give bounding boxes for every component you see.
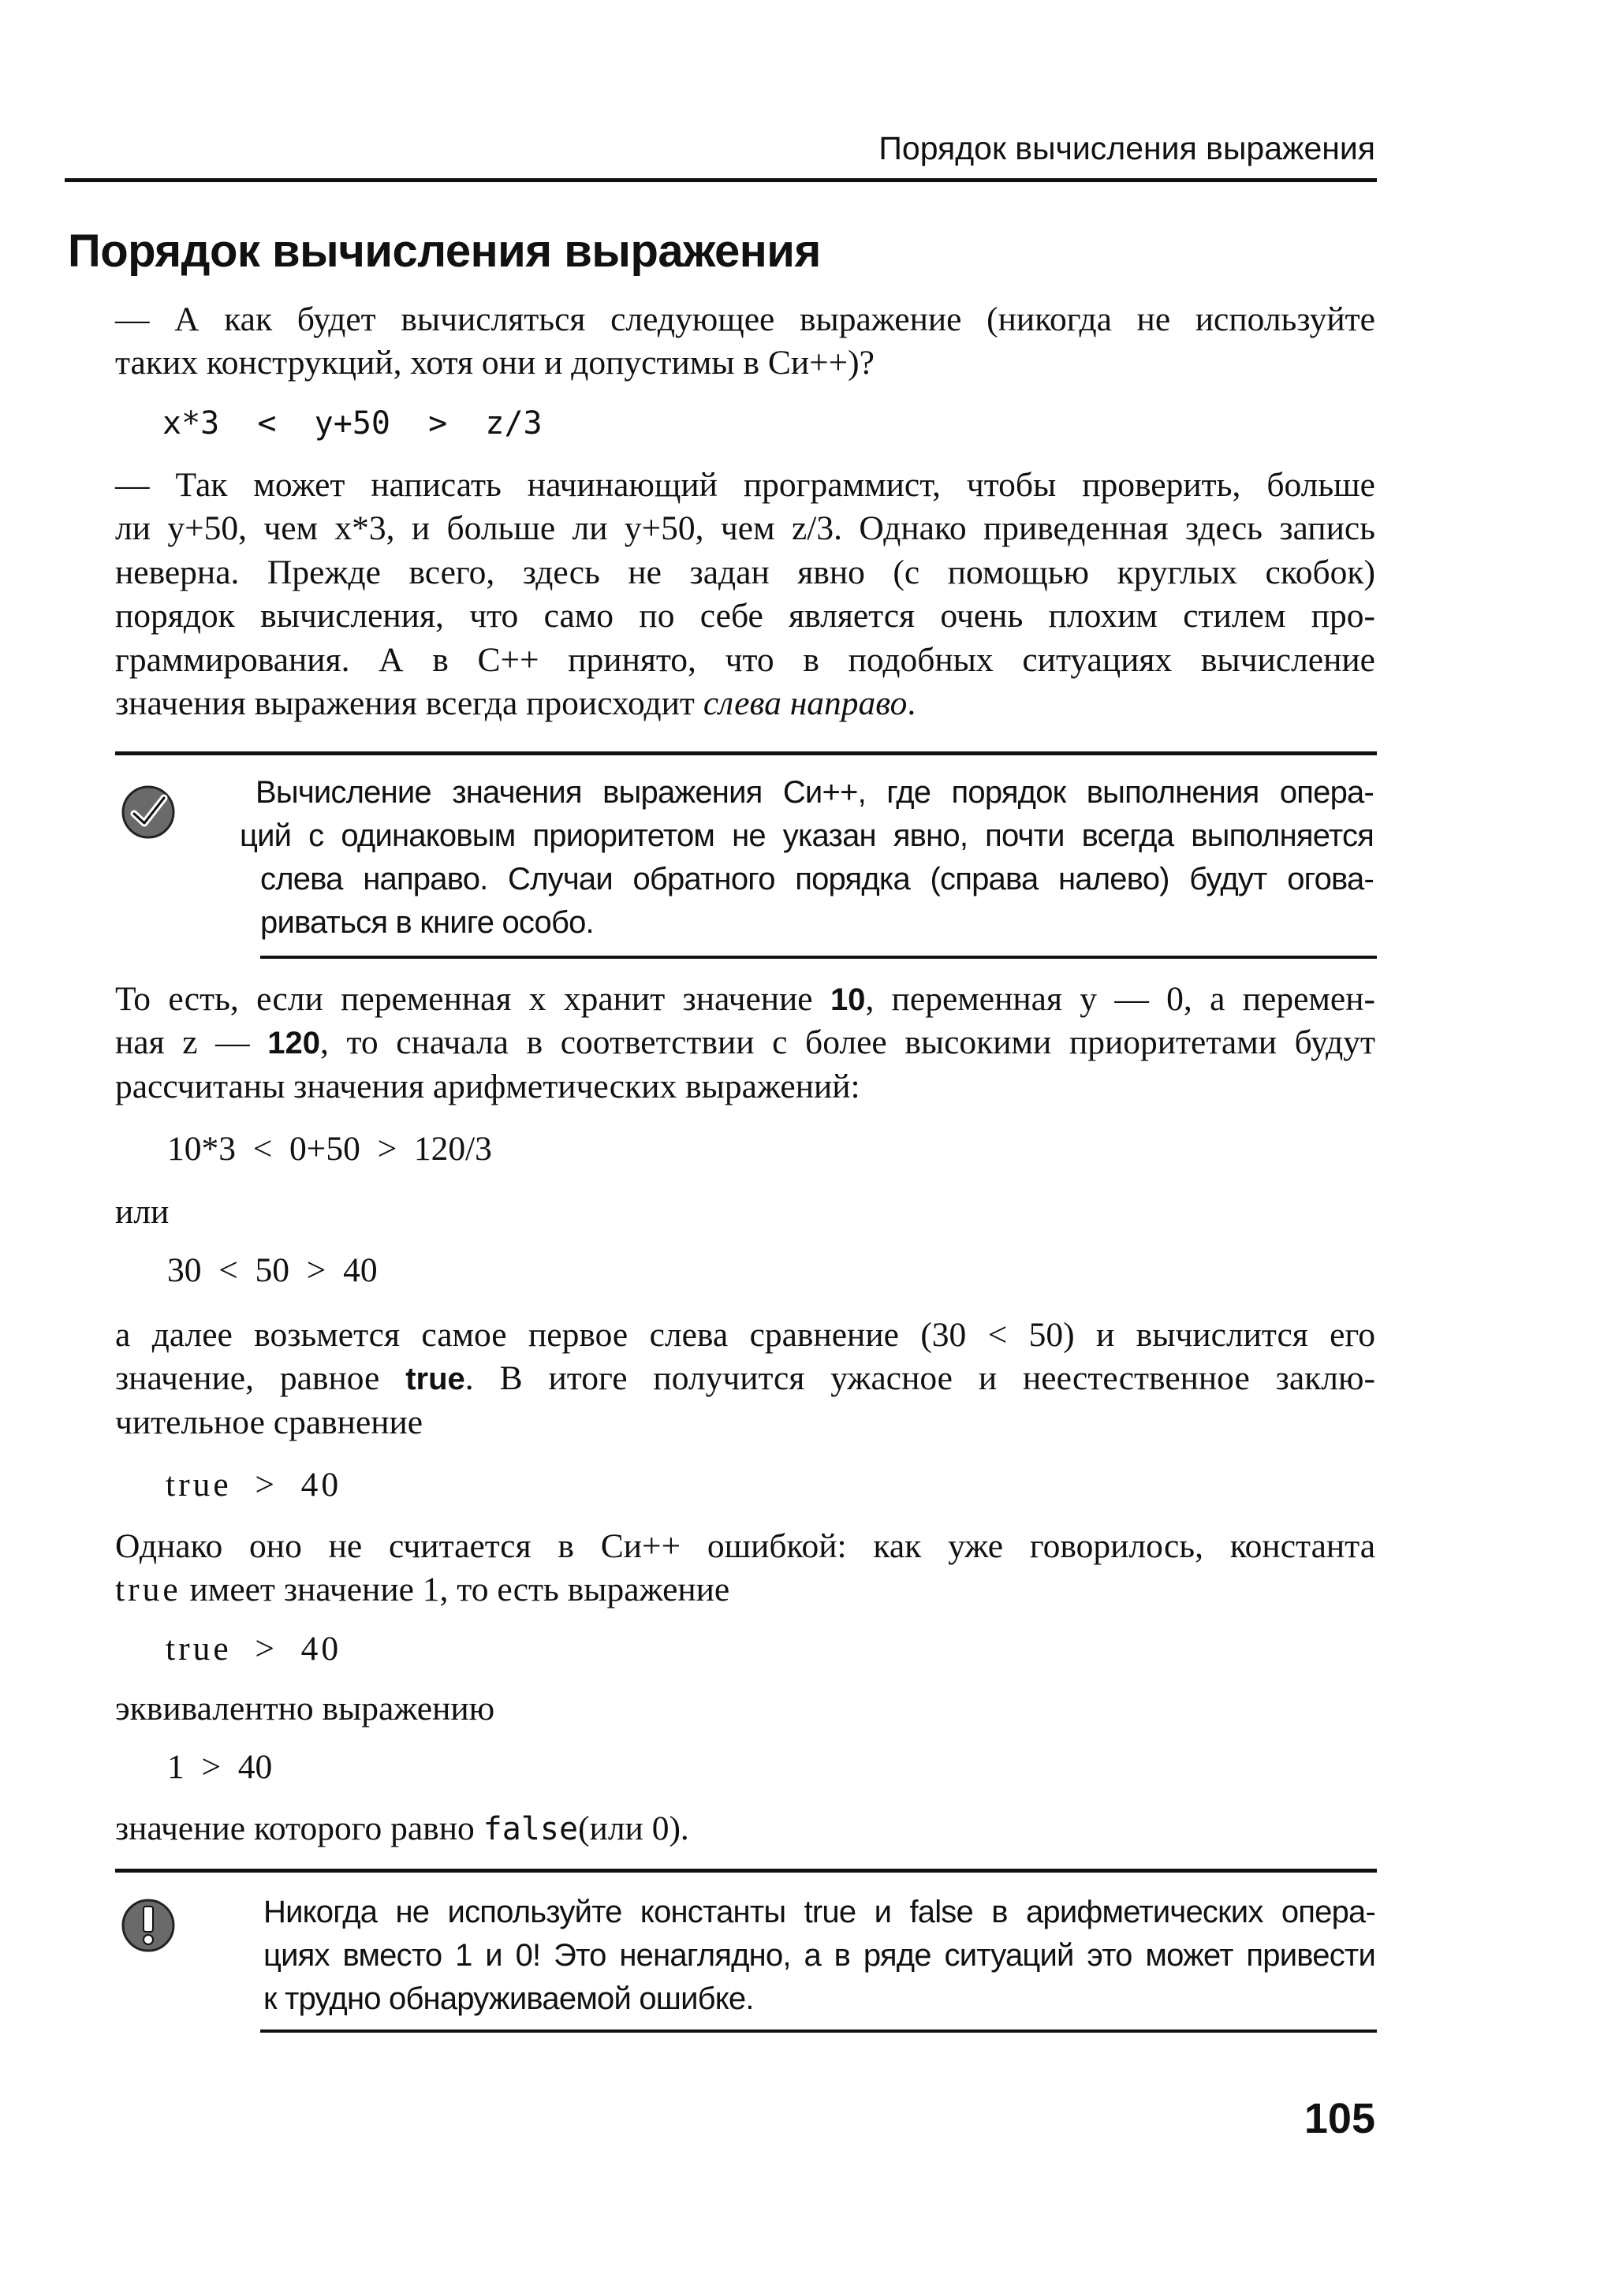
exclamation-warning-icon <box>117 1892 180 1955</box>
text-line: рассчитаны значения арифметических выражений: <box>115 1067 860 1105</box>
text-line: значение которого равно false(или 0). <box>115 1810 689 1847</box>
text-line: То есть, если переменная x хранит значение 10, переменная y — 0, а перемен- <box>115 980 1375 1018</box>
note-bottom-rule <box>260 956 1377 959</box>
code-expression: true > 40 <box>166 1466 342 1504</box>
code-expression: 1 > 40 <box>167 1748 273 1786</box>
text-line: таких конструкций, хотя они и допустимы в Си++)? <box>115 344 875 382</box>
text-line: значение, равное true. В итоге получится ужасное и неестественное заклю- <box>115 1359 1375 1398</box>
result-paragraph <box>115 1807 1375 1851</box>
checkmark-note-icon <box>117 779 180 842</box>
code-expression: x*3 < y+50 > z/3 <box>162 405 543 442</box>
text-line: циях вместо 1 и 0! Это ненаглядно, а в ряде ситуаций это может привести <box>263 1938 1375 1973</box>
code-expression: true > 40 <box>166 1630 342 1668</box>
text-line: эквивалентно выражению <box>115 1690 495 1728</box>
explanation-paragraph <box>115 464 1375 725</box>
text-line: а далее возьмется самое первое слева сравнение (30 < 50) и вычислится его <box>115 1316 1375 1354</box>
connector-word: или <box>115 1193 170 1231</box>
text-line: к трудно обнаруживаемой ошибке. <box>263 1981 754 2016</box>
code-expression: 30 < 50 > 40 <box>167 1251 378 1289</box>
text-line: Однако оно не считается в Си++ ошибкой: как уже говорилось, константа <box>115 1527 1375 1565</box>
note-top-rule <box>115 1869 1377 1873</box>
header-rule <box>65 178 1377 182</box>
running-head: Порядок вычисления выражения <box>878 130 1375 166</box>
text-line: риваться в книге особо. <box>260 905 594 940</box>
intro-paragraph <box>115 298 1375 386</box>
text-line: слева направо. Случаи обратного порядка (справа налево) будут огова- <box>260 862 1374 896</box>
note-bottom-rule <box>260 2030 1377 2033</box>
note-top-rule <box>115 751 1377 755</box>
note-text <box>240 771 1374 945</box>
text-line: граммирования. А в С++ принято, что в подобных ситуациях вычисление <box>115 640 1375 679</box>
text-line: true имеет значение 1, то есть выражение <box>115 1571 730 1609</box>
values-paragraph <box>115 978 1375 1109</box>
text-line: ли y+50, чем x*3, и больше ли y+50, чем z/3. Однако приведенная здесь запись <box>115 509 1375 548</box>
page-number: 105 <box>1304 2095 1375 2142</box>
note-text <box>263 1891 1375 2021</box>
text-line: — Так может написать начинающий программист, чтобы проверить, больше <box>115 466 1375 504</box>
text-line: чительное сравнение <box>115 1403 423 1441</box>
text-line: неверна. Прежде всего, здесь не задан явно (с помощью круглых скобок) <box>115 553 1375 591</box>
text-line: ная z — 120, то сначала в соответствии с более высокими приоритетами будут <box>115 1023 1375 1062</box>
comparison-paragraph <box>115 1314 1375 1444</box>
emphasis-text: слева направо <box>703 684 908 722</box>
section-heading: Порядок вычисления выражения <box>68 226 821 277</box>
text-line: — А как будет вычисляться следующее выражение (никогда не используйте <box>115 300 1375 338</box>
code-expression: 10*3 < 0+50 > 120/3 <box>167 1130 492 1168</box>
text-line: Никогда не используйте константы true и false в арифметических опера- <box>263 1895 1375 1929</box>
text-line: порядок вычисления, что само по себе является очень плохим стилем про- <box>115 597 1375 636</box>
text-line: ций с одинаковым приоритетом не указан явно, почти всегда выполняется <box>240 818 1374 853</box>
equivalent-paragraph <box>115 1687 1375 1731</box>
constant-paragraph <box>115 1525 1375 1612</box>
text-line: Вычисление значения выражения Си++, где порядок выполнения опера- <box>255 775 1374 810</box>
text-line: значения выражения всегда происходит слева направо. <box>115 684 916 722</box>
